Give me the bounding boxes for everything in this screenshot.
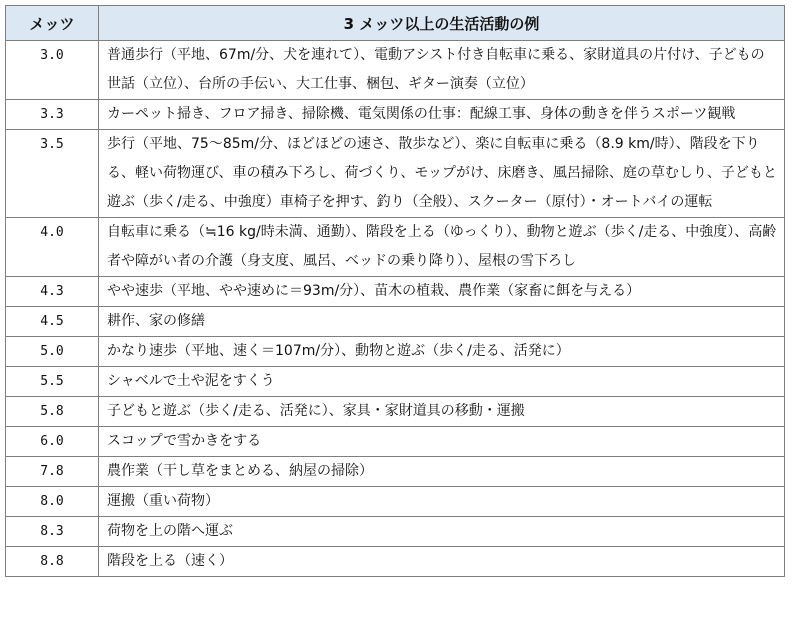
table-header-row xyxy=(6,6,785,41)
table-row xyxy=(6,367,785,397)
table-row xyxy=(6,517,785,547)
activity-text: 農作業（干し草をまとめる、納屋の掃除） xyxy=(99,457,785,487)
mets-value: 3.0 xyxy=(6,41,99,100)
activity-text: カーペット掃き、フロア掃き、掃除機、電気関係の仕事：配線工事、身体の動きを伴うスポーツ観戦 xyxy=(99,100,785,130)
table-row xyxy=(6,457,785,487)
table-row xyxy=(6,277,785,307)
mets-value: 4.0 xyxy=(6,218,99,277)
table-row xyxy=(6,487,785,517)
activity-text: 運搬（重い荷物） xyxy=(99,487,785,517)
activity-text: 階段を上る（速く） xyxy=(99,547,785,577)
mets-value: 8.3 xyxy=(6,517,99,547)
activity-text: 耕作、家の修繕 xyxy=(99,307,785,337)
mets-value: 7.8 xyxy=(6,457,99,487)
table-row xyxy=(6,307,785,337)
table-row xyxy=(6,547,785,577)
mets-value: 4.5 xyxy=(6,307,99,337)
activity-text: かなり速歩（平地、速く＝107m/分）、動物と遊ぶ（歩く/走る、活発に） xyxy=(99,337,785,367)
table-row xyxy=(6,218,785,277)
mets-value: 6.0 xyxy=(6,427,99,457)
table-row xyxy=(6,41,785,100)
header-mets: メッツ xyxy=(6,6,99,41)
mets-activity-table xyxy=(5,5,785,577)
mets-table-container xyxy=(5,5,784,577)
table-row xyxy=(6,337,785,367)
table-row xyxy=(6,130,785,218)
table-row xyxy=(6,427,785,457)
mets-value: 3.5 xyxy=(6,130,99,218)
table-row xyxy=(6,100,785,130)
mets-value: 5.8 xyxy=(6,397,99,427)
mets-value: 8.8 xyxy=(6,547,99,577)
activity-text: スコップで雪かきをする xyxy=(99,427,785,457)
activity-text: 子どもと遊ぶ（歩く/走る、活発に）、家具・家財道具の移動・運搬 xyxy=(99,397,785,427)
mets-value: 3.3 xyxy=(6,100,99,130)
header-activities: 3 メッツ以上の生活活動の例 xyxy=(99,6,785,41)
activity-text: 自転車に乗る（≒16 kg/時未満、通勤）、階段を上る（ゆっくり）、動物と遊ぶ（歩く/走る、中強度）、高齢者や障がい者の介護（身支度、風呂、ベッドの乗り降り）、屋根の雪下ろし xyxy=(99,218,785,277)
activity-text: 荷物を上の階へ運ぶ xyxy=(99,517,785,547)
table-row xyxy=(6,397,785,427)
mets-value: 4.3 xyxy=(6,277,99,307)
mets-value: 8.0 xyxy=(6,487,99,517)
activity-text: 歩行（平地、75～85m/分、ほどほどの速さ、散歩など）、楽に自転車に乗る（8.9 km/時）、階段を下りる、軽い荷物運び、車の積み下ろし、荷づくり、モップがけ、床磨き、風呂掃除、庭の草むしり、子どもと遊ぶ（歩く/走る、中強度）車椅子を押す、釣り（全般）、スクーター（原付）・オートバイの運転 xyxy=(99,130,785,218)
activity-text: 普通歩行（平地、67m/分、犬を連れて）、電動アシスト付き自転車に乗る、家財道具の片付け、子どもの世話（立位）、台所の手伝い、大工仕事、梱包、ギター演奏（立位） xyxy=(99,41,785,100)
activity-text: やや速歩（平地、やや速めに＝93m/分）、苗木の植栽、農作業（家畜に餌を与える） xyxy=(99,277,785,307)
mets-value: 5.0 xyxy=(6,337,99,367)
mets-value: 5.5 xyxy=(6,367,99,397)
activity-text: シャベルで土や泥をすくう xyxy=(99,367,785,397)
